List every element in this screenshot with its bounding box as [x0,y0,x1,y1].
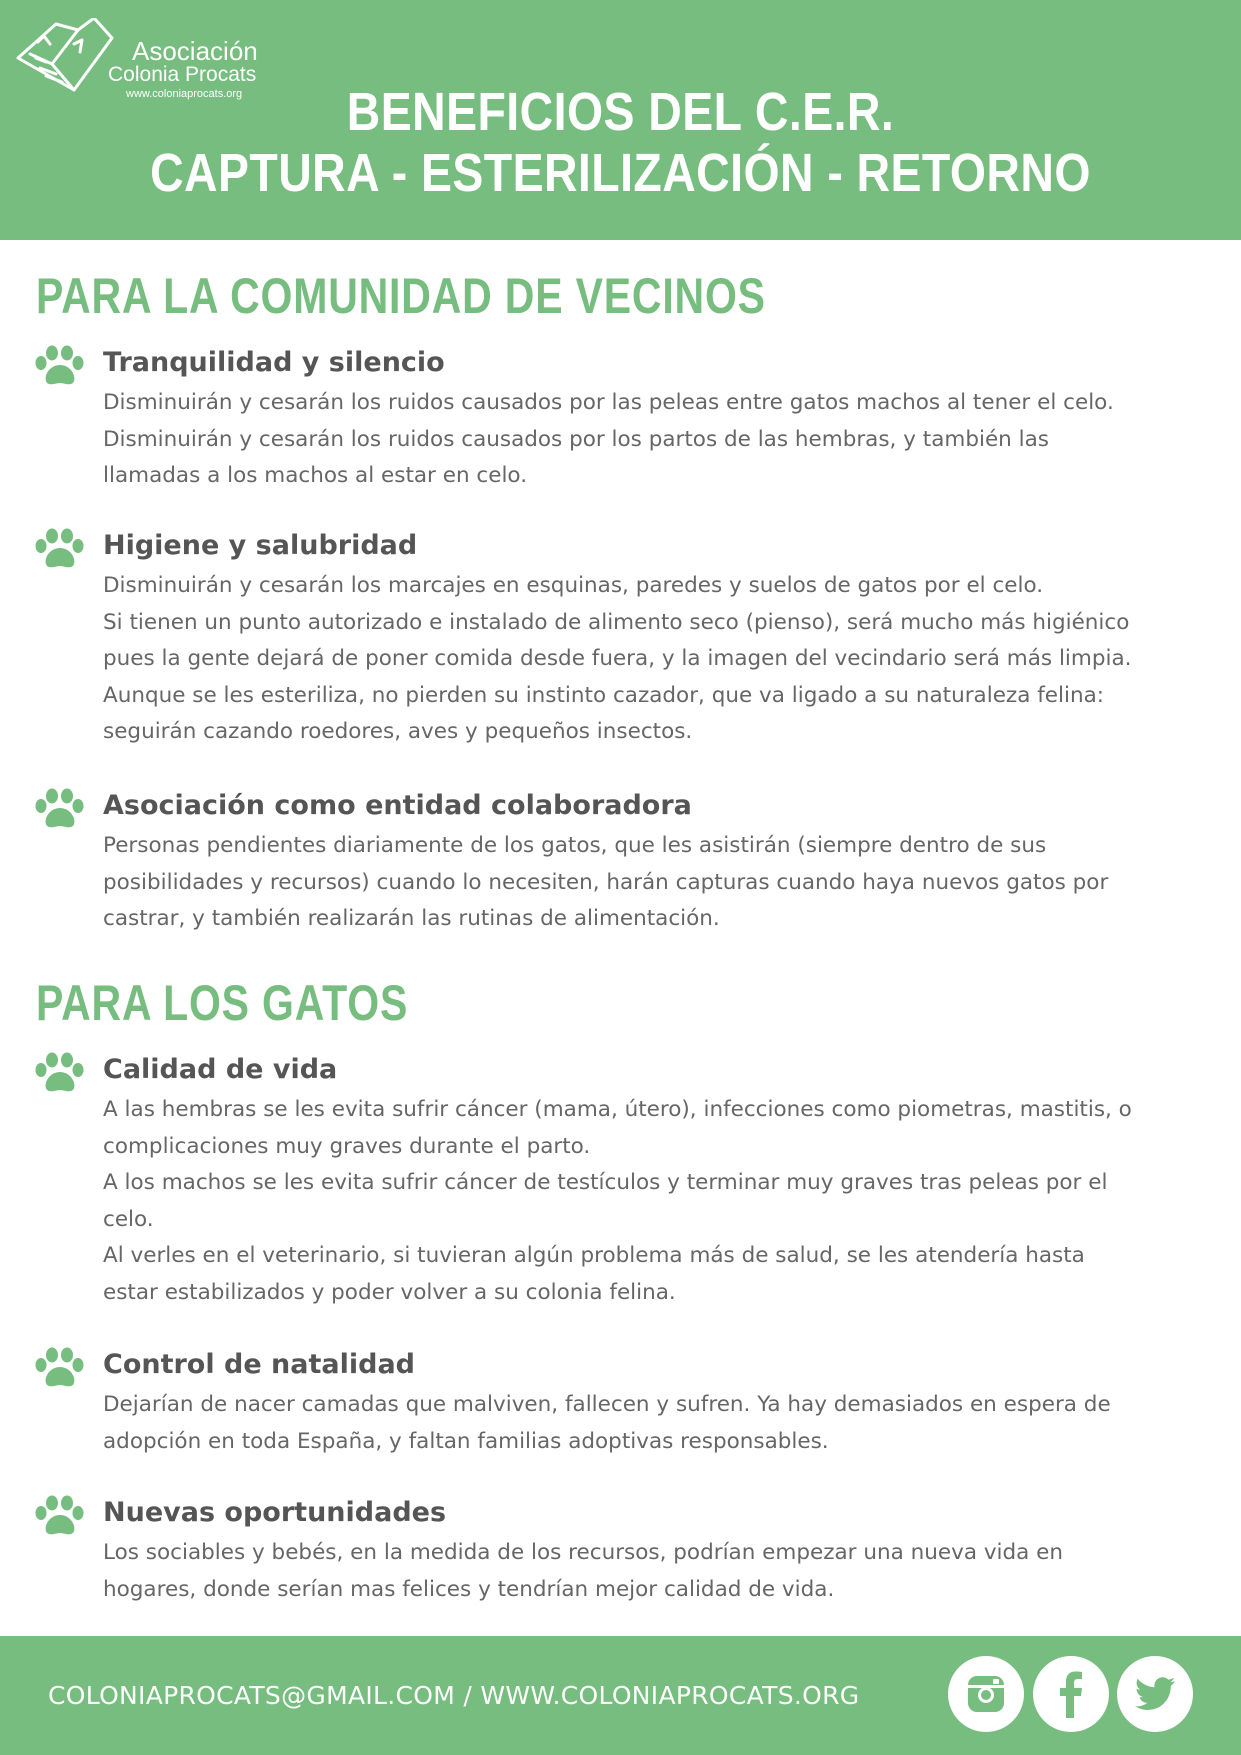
benefit-description [103,1092,1213,1311]
paw-icon [34,788,88,832]
benefit-line: adopción en toda España, y faltan familias adoptivas responsables. [103,1428,829,1454]
logo-name: Asociación [132,36,258,66]
paw-icon [34,528,88,572]
benefit-description [103,828,1213,938]
paw-icon [34,1495,88,1539]
logo-url: www.coloniaprocats.org [126,88,243,100]
footer-banner [0,1636,1241,1755]
twitter-icon [1117,1656,1193,1732]
benefit-line: celo. [103,1206,154,1232]
benefit-line: A los machos se les evita sufrir cáncer de testículos y terminar muy graves tras peleas por el [103,1170,1108,1195]
benefit-line: Si tienen un punto autorizado e instalado de alimento seco (pienso), será mucho más higiénico [103,609,1130,635]
benefit-line: llamadas a los machos al estar en celo. [103,463,528,488]
benefit-description [103,568,1213,751]
contact-info[interactable]: COLONIAPROCATS@GMAIL.COM / WWW.COLONIAPROCATS.ORG [48,1681,860,1710]
benefit-line: pues la gente dejará de poner comida desde fuera, y la imagen del vecindario será más limpia. [103,646,1132,671]
section-heading-community: PARA LA COMUNIDAD DE VECINOS [36,268,766,324]
benefit-title: Nuevas oportunidades [103,1497,447,1528]
instagram-icon [948,1656,1024,1732]
benefit-title: Tranquilidad y silencio [103,347,445,378]
benefit-title: Calidad de vida [103,1054,338,1085]
benefit-title: Higiene y salubridad [103,530,418,561]
benefit-line: Dejarían de nacer camadas que malviven, fallecen y sufren. Ya hay demasiados en espera de [103,1392,1111,1417]
benefit-line: posibilidades y recursos) cuando lo necesiten, harán capturas cuando haya nuevos gatos por [103,869,1109,895]
header-banner [0,0,1241,240]
benefit-line: estar estabilizados y poder volver a su colonia felina. [103,1279,676,1305]
instagram-link[interactable] [948,1656,1024,1732]
benefit-description [103,1387,1213,1460]
benefit-line: Disminuirán y cesarán los ruidos causados por las peleas entre gatos machos al tener el celo. [103,390,1114,415]
benefit-description [103,385,1213,495]
benefit-line: Personas pendientes diariamente de los gatos, que les asistirán (siempre dentro de sus [103,833,1047,858]
benefit-line: A las hembras se les evita sufrir cáncer (mama, útero), infecciones como piometras, mastitis, o [103,1097,1132,1122]
section-heading-cats: PARA LOS GATOS [36,975,409,1031]
benefit-line: complicaciones muy graves durante el parto. [103,1133,591,1159]
benefit-title: Asociación como entidad colaboradora [103,790,692,821]
facebook-icon [1033,1656,1109,1732]
benefit-line: Disminuirán y cesarán los ruidos causados por los partos de las hembras, y también las [103,426,1049,452]
benefit-line: Disminuirán y cesarán los marcajes en esquinas, paredes y suelos de gatos por el celo. [103,573,1044,598]
logo-name-line2: Colonia Procats [108,63,257,86]
page-title-line1: BENEFICIOS DEL C.E.R. [346,82,895,142]
benefit-description [103,1535,1213,1608]
benefit-line: Al verles en el veterinario, si tuvieran algún problema más de salud, se les atendería hasta [103,1243,1085,1268]
paw-icon [34,1052,88,1096]
benefit-line: seguirán cazando roedores, aves y pequeños insectos. [103,719,693,744]
benefit-line: castrar, y también realizarán las rutinas de alimentación. [103,906,720,931]
benefit-line: Los sociables y bebés, en la medida de los recursos, podrían empezar una nueva vida en [103,1540,1064,1565]
paw-icon [34,345,88,389]
benefit-line: hogares, donde serían mas felices y tendrían mejor calidad de vida. [103,1576,835,1602]
paw-icon [34,1347,88,1391]
twitter-link[interactable] [1117,1656,1193,1732]
benefit-title: Control de natalidad [103,1349,416,1380]
benefit-line: Aunque se les esteriliza, no pierden su instinto cazador, que va ligado a su naturaleza felina: [103,682,1105,708]
facebook-link[interactable] [1033,1656,1109,1732]
page-title-line2: CAPTURA - ESTERILIZACIÓN - RETORNO [150,143,1091,203]
